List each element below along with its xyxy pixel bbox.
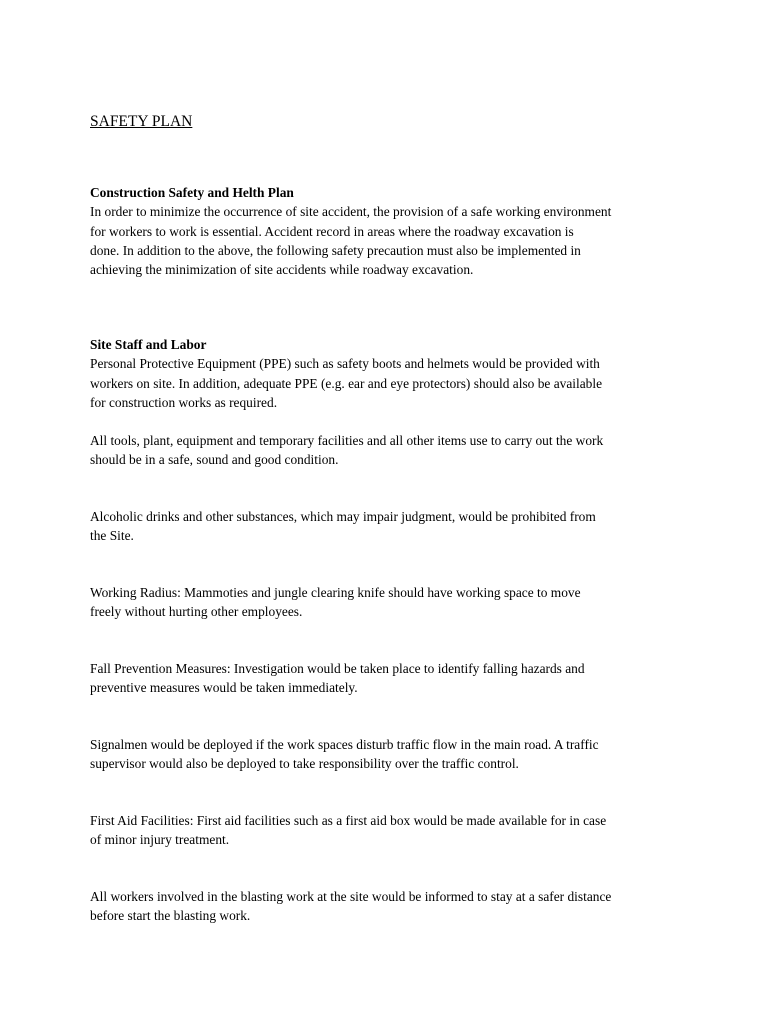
section-site-staff [90,335,690,412]
paragraph-line: for construction works as required. [90,394,278,410]
paragraph-line: supervisor would also be deployed to take responsibility over the traffic control. [90,756,519,772]
paragraph-line: preventive measures would be taken immediately. [90,680,358,696]
paragraph-line: workers on site. In addition, adequate PPE (e.g. ear and eye protectors) should also be available [90,375,603,391]
paragraph-line: Personal Protective Equipment (PPE) such as safety boots and helmets would be provided with [90,356,600,372]
paragraph-line: done. In addition to the above, the following safety precaution must also be implemented in [90,242,581,258]
paragraph-line: for workers to work is essential. Accident record in areas where the roadway excavation is [90,223,574,239]
paragraph-line: First Aid Facilities: First aid facilities such as a first aid box would be made available for in case [90,813,607,828]
paragraph-line: the Site. [90,528,134,544]
paragraph-tools-equipment [90,431,690,470]
paragraph-line: All tools, plant, equipment and temporary facilities and all other items use to carry out the work [90,433,604,448]
paragraph-line: of minor injury treatment. [90,832,230,848]
paragraph-line: In order to minimize the occurrence of site accident, the provision of a safe working environment [90,204,612,220]
paragraph-blasting [90,887,690,926]
paragraph-line: Fall Prevention Measures: Investigation would be taken place to identify falling hazards and [90,661,585,676]
paragraph-working-radius [90,583,690,622]
paragraph-fall-prevention [90,659,690,698]
paragraph-line: before start the blasting work. [90,908,251,924]
paragraph-line: Working Radius: Mammoties and jungle clearing knife should have working space to move [90,585,581,600]
paragraph-line: should be in a safe, sound and good condition. [90,452,339,468]
paragraph-first-aid [90,811,690,850]
paragraph-signalmen [90,735,690,774]
section-construction-safety [90,183,690,279]
paragraph-alcohol [90,507,690,546]
section-heading: Construction Safety and Helth Plan [90,185,294,200]
section-heading: Site Staff and Labor [90,337,207,352]
paragraph-line: freely without hurting other employees. [90,604,303,620]
paragraph-line: All workers involved in the blasting work at the site would be informed to stay at a safer distance [90,889,612,904]
document-title: SAFETY PLAN [90,113,193,130]
paragraph-line: Signalmen would be deployed if the work spaces disturb traffic flow in the main road. A traffic [90,737,599,752]
paragraph-line: achieving the minimization of site accidents while roadway excavation. [90,262,474,278]
paragraph-line: Alcoholic drinks and other substances, which may impair judgment, would be prohibited from [90,509,596,524]
